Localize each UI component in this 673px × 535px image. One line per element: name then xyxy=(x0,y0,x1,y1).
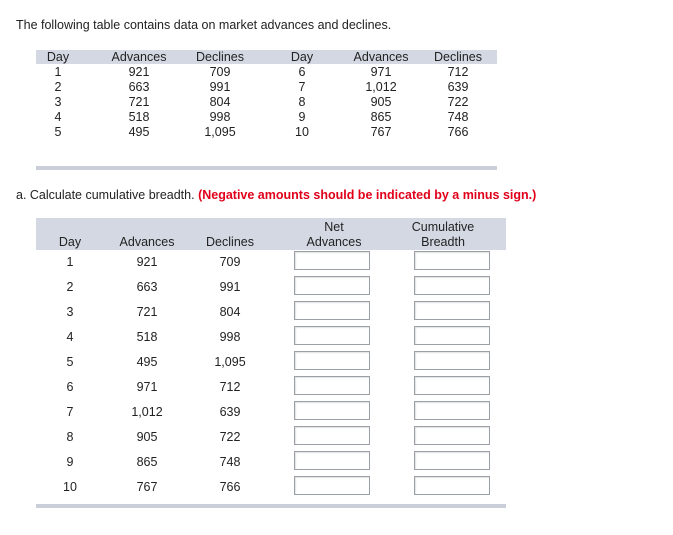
col-advances-left xyxy=(104,50,174,140)
table-cell: 722 xyxy=(447,95,469,109)
table-cell: 998 xyxy=(209,110,231,124)
question-prompt xyxy=(16,188,536,202)
cumulative-breadth-input[interactable] xyxy=(414,351,490,370)
answer-table xyxy=(36,218,506,508)
net-advances-input[interactable] xyxy=(294,351,370,370)
row-advances: 1,012 xyxy=(131,405,163,419)
header-day: Day xyxy=(58,235,82,249)
net-advances-input[interactable] xyxy=(294,276,370,295)
question-note: (Negative amounts should be indicated by a minus sign.) xyxy=(198,188,537,202)
market-data-table xyxy=(36,50,497,170)
column-header: Advances xyxy=(353,50,409,64)
table-cell: 766 xyxy=(447,125,469,139)
header-cum-line1: Cumulative xyxy=(411,220,475,234)
cumulative-breadth-input[interactable] xyxy=(414,326,490,345)
table-row xyxy=(36,375,506,400)
cumulative-breadth-input[interactable] xyxy=(414,376,490,395)
row-declines: 709 xyxy=(219,255,241,269)
intro-text: The following table contains data on market advances and declines. xyxy=(16,18,392,32)
row-advances: 663 xyxy=(136,280,158,294)
row-declines: 804 xyxy=(219,305,241,319)
row-day: 9 xyxy=(66,455,74,469)
table-cell: 905 xyxy=(370,95,392,109)
row-advances: 905 xyxy=(136,430,158,444)
table-cell: 767 xyxy=(370,125,392,139)
net-advances-input[interactable] xyxy=(294,301,370,320)
row-advances: 495 xyxy=(136,355,158,369)
table-cell: 1 xyxy=(54,65,62,79)
col-day-left xyxy=(36,50,80,140)
table-footer-band xyxy=(36,166,497,170)
net-advances-input[interactable] xyxy=(294,251,370,270)
net-advances-input[interactable] xyxy=(294,401,370,420)
table-row xyxy=(36,275,506,300)
table-cell: 495 xyxy=(128,125,150,139)
row-advances: 767 xyxy=(136,480,158,494)
table-cell: 5 xyxy=(54,125,62,139)
net-advances-input[interactable] xyxy=(294,451,370,470)
cumulative-breadth-input[interactable] xyxy=(414,401,490,420)
table-cell: 721 xyxy=(128,95,150,109)
cumulative-breadth-input[interactable] xyxy=(414,276,490,295)
answer-table-header xyxy=(36,218,506,250)
table-cell: 3 xyxy=(54,95,62,109)
column-header: Declines xyxy=(434,50,482,64)
row-declines: 639 xyxy=(219,405,241,419)
row-day: 8 xyxy=(66,430,74,444)
row-advances: 518 xyxy=(136,330,158,344)
market-data-grid xyxy=(36,50,497,166)
col-day-right xyxy=(282,50,322,140)
column-header: Day xyxy=(46,50,70,64)
row-declines: 712 xyxy=(219,380,241,394)
row-advances: 921 xyxy=(136,255,158,269)
header-advances: Advances xyxy=(119,235,175,249)
cumulative-breadth-input[interactable] xyxy=(414,451,490,470)
cumulative-breadth-input[interactable] xyxy=(414,251,490,270)
table-row xyxy=(36,425,506,450)
table-cell: 804 xyxy=(209,95,231,109)
table-row xyxy=(36,250,506,275)
table-cell: 639 xyxy=(447,80,469,94)
table-cell: 748 xyxy=(447,110,469,124)
row-day: 4 xyxy=(66,330,74,344)
row-day: 10 xyxy=(63,480,77,494)
row-declines: 998 xyxy=(219,330,241,344)
row-day: 6 xyxy=(66,380,74,394)
col-advances-right xyxy=(346,50,416,140)
table-cell: 6 xyxy=(298,65,306,79)
table-cell: 991 xyxy=(209,80,231,94)
table-cell: 2 xyxy=(54,80,62,94)
row-declines: 1,095 xyxy=(214,355,246,369)
net-advances-input[interactable] xyxy=(294,476,370,495)
column-header: Day xyxy=(290,50,314,64)
row-day: 7 xyxy=(66,405,74,419)
col-declines-left xyxy=(188,50,252,140)
row-advances: 721 xyxy=(136,305,158,319)
net-advances-input[interactable] xyxy=(294,326,370,345)
column-header: Declines xyxy=(196,50,244,64)
table-cell: 4 xyxy=(54,110,62,124)
header-net-line1: Net xyxy=(324,220,344,234)
col-declines-right xyxy=(428,50,488,140)
table-cell: 10 xyxy=(295,125,309,139)
column-header: Advances xyxy=(111,50,167,64)
row-day: 1 xyxy=(66,255,74,269)
table-row xyxy=(36,325,506,350)
row-advances: 865 xyxy=(136,455,158,469)
table-row xyxy=(36,450,506,475)
header-net-line2: Advances xyxy=(306,235,362,249)
row-declines: 766 xyxy=(219,480,241,494)
row-declines: 991 xyxy=(219,280,241,294)
table-cell: 1,095 xyxy=(204,125,236,139)
table-row xyxy=(36,400,506,425)
cumulative-breadth-input[interactable] xyxy=(414,301,490,320)
row-day: 5 xyxy=(66,355,74,369)
table-row xyxy=(36,300,506,325)
table-cell: 7 xyxy=(298,80,306,94)
table-cell: 9 xyxy=(298,110,306,124)
header-cum-line2: Breadth xyxy=(421,235,465,249)
cumulative-breadth-input[interactable] xyxy=(414,426,490,445)
table-cell: 1,012 xyxy=(365,80,397,94)
table-cell: 921 xyxy=(128,65,150,79)
table-cell: 663 xyxy=(128,80,150,94)
cumulative-breadth-input[interactable] xyxy=(414,476,490,495)
header-net-advances xyxy=(294,220,374,250)
answer-table-footer-band xyxy=(36,504,506,508)
row-day: 3 xyxy=(66,305,74,319)
table-cell: 709 xyxy=(209,65,231,79)
net-advances-input[interactable] xyxy=(294,376,370,395)
table-cell: 865 xyxy=(370,110,392,124)
question-label: a. Calculate cumulative breadth. xyxy=(16,188,195,202)
table-row xyxy=(36,475,506,500)
row-declines: 722 xyxy=(219,430,241,444)
net-advances-input[interactable] xyxy=(294,426,370,445)
table-cell: 971 xyxy=(370,65,392,79)
row-declines: 748 xyxy=(219,455,241,469)
row-advances: 971 xyxy=(136,380,158,394)
answer-table-body xyxy=(36,250,506,500)
table-cell: 8 xyxy=(298,95,306,109)
table-row xyxy=(36,350,506,375)
header-cumulative-breadth xyxy=(402,220,484,250)
header-declines: Declines xyxy=(206,235,254,249)
table-cell: 518 xyxy=(128,110,150,124)
row-day: 2 xyxy=(66,280,74,294)
table-cell: 712 xyxy=(447,65,469,79)
